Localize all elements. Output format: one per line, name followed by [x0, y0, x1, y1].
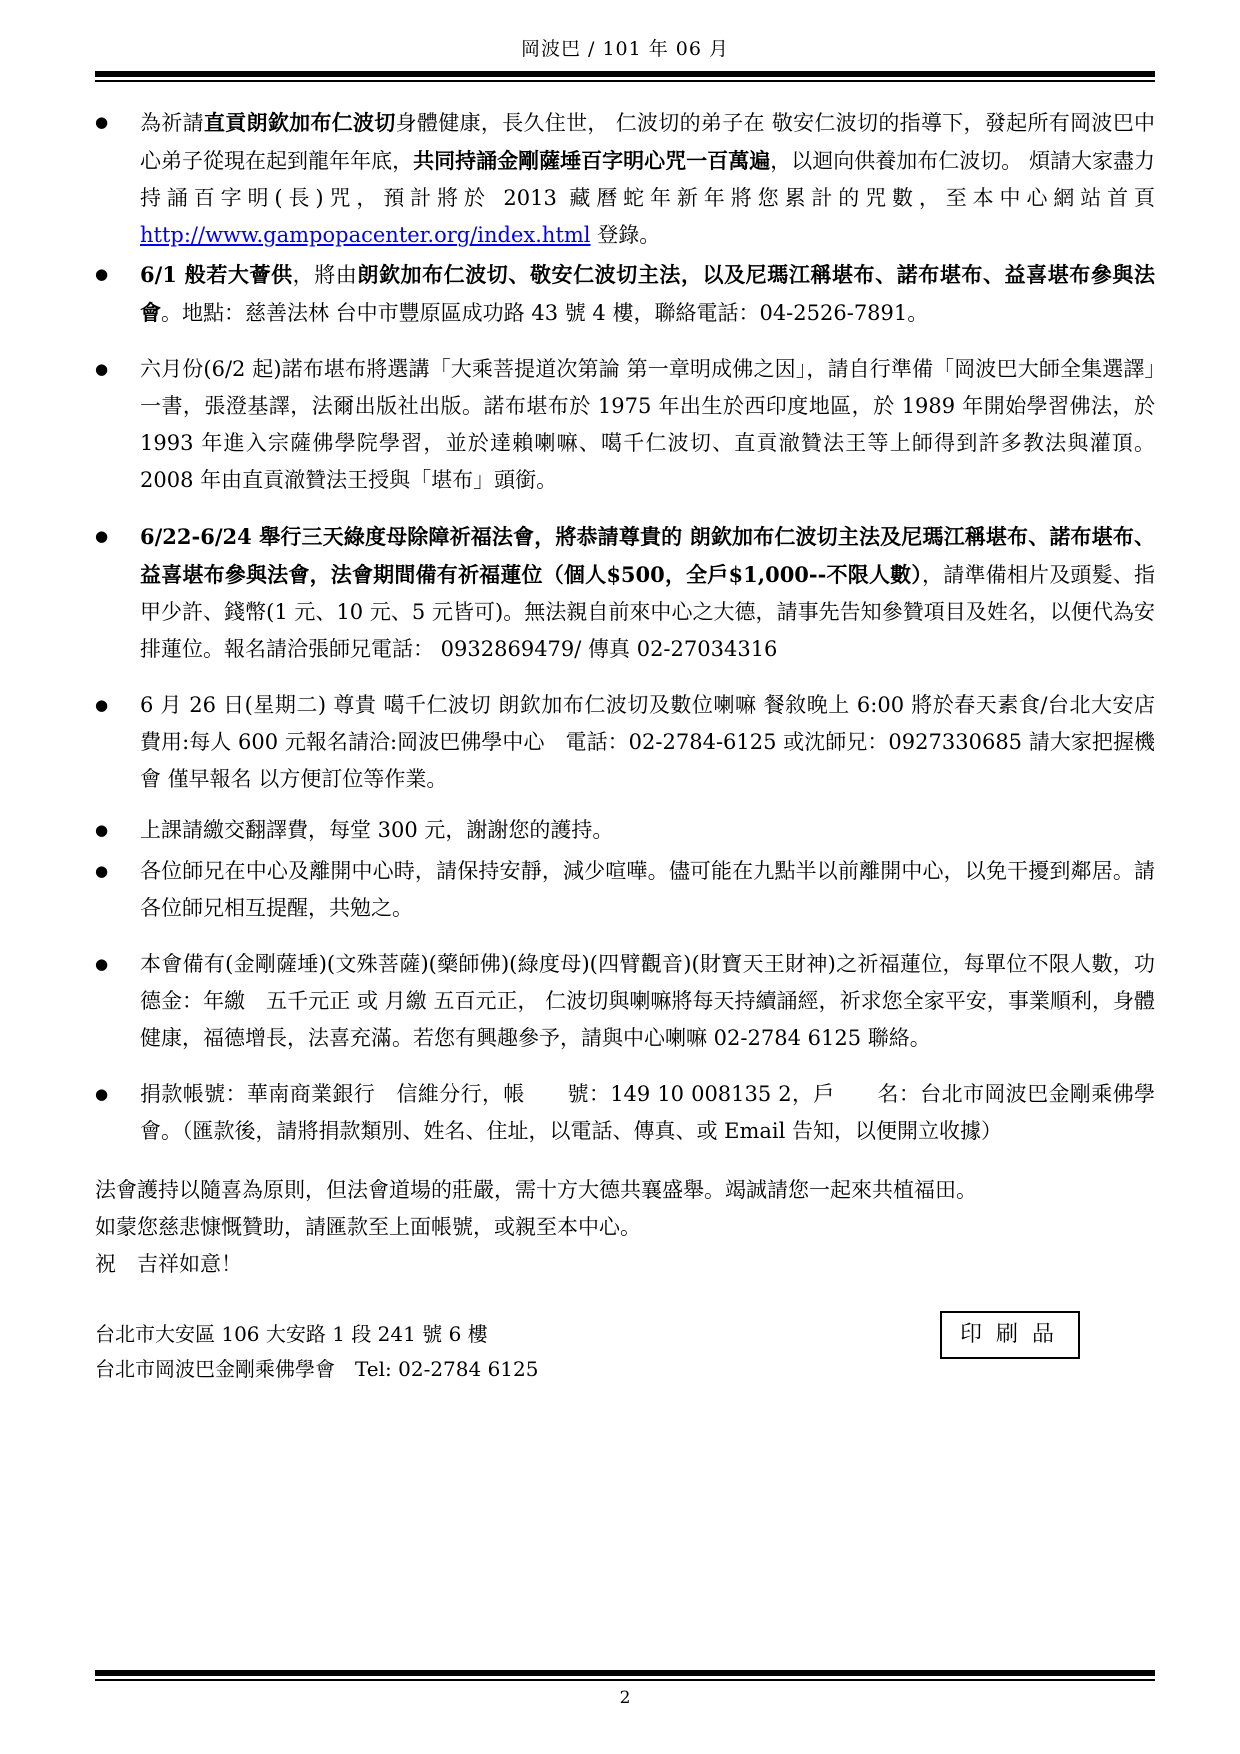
bullet-text-segment: 為祈請 [140, 111, 204, 135]
bullet-text-segment: 上課請繳交翻譯費，每堂 300 元，謝謝您的護持。 [140, 818, 614, 842]
bullet-text-bold-segment: 直貢朗欽加布仁波切 [203, 110, 396, 135]
page-body [0, 82, 1240, 1387]
bullet-text-segment: 各位師兄在中心及離開中心時，請保持安靜，減少喧嘩。儘可能在九點半以前離開中心，以免干擾到鄰居。請各位師兄相互提醒，共勉之。 [140, 859, 1155, 920]
bullet-marker-icon: ● [95, 360, 109, 378]
gampopa-website-link[interactable]: http://www.gampopacenter.org/index.html [140, 223, 591, 247]
bullet-text [140, 351, 1155, 499]
center-address-block [95, 1317, 538, 1387]
bullet-text-segment: 登錄。 [590, 223, 661, 247]
bullet-item [95, 812, 1155, 849]
bullet-text [140, 1076, 1155, 1150]
bullet-item [95, 946, 1155, 1057]
bullet-item [95, 853, 1155, 927]
page-number: 2 [619, 1688, 631, 1708]
bullet-item [95, 1076, 1155, 1150]
bullet-item [95, 351, 1155, 499]
closing-line: 祝 吉祥如意！ [95, 1252, 242, 1276]
bullet-item [95, 518, 1155, 668]
printed-matter-stamp-label: 印刷品 [959, 1322, 1068, 1347]
bullet-text-bold-segment: 6/22-6/24 舉行三天綠度母除障祈福法會，將恭請尊貴的 朗欽加布仁波切主法及尼瑪江稱堪布、諾布堪布、益喜堪布參與法會，法會期間備有祈福蓮位（個人$500，全戶$1,000--不限人數） [140, 524, 1155, 587]
bullet-text [140, 946, 1155, 1057]
bullet-text [140, 687, 1155, 798]
page-footer [95, 1661, 1155, 1708]
bullet-text-bold-segment: 共同持誦金剛薩埵百字明心咒一百萬遍 [413, 148, 771, 173]
bullet-item [95, 104, 1155, 254]
closing-line: 如蒙您慈悲慷慨贊助，請匯款至上面帳號，或親至本中心。 [95, 1215, 641, 1239]
bullet-text-segment: 身體健康，長久住世， 仁波切的弟子在 敬安仁波切的指導下，發起所有岡波巴中心弟子從現在起到龍年年底， [140, 111, 1155, 173]
bullet-text-segment: ，請準備相片及頭髮、指甲少許、錢幣(1 元、10 元、5 元皆可)。無法親自前來中心之大德，請事先告知參贊項目及姓名，以便代為安排蓮位。報名請洽張師兄電話： 0932869479/ 傳真 02-27034316 [140, 563, 1156, 661]
bullet-marker-icon: ● [95, 821, 109, 839]
bullet-marker-icon: ● [95, 113, 109, 131]
bullet-text [140, 518, 1155, 668]
bullet-text-segment: 6 月 26 日(星期二) 尊貴 噶千仁波切 朗欽加布仁波切及數位喇嘛 餐敘晚上 6:00 將於春天素食/台北大安店 費用:每人 600 元報名請洽:岡波巴佛學中心 電話：02-2784-6125 或沈師兄：0927330685 請大家把握機會 僅早報名 以方便訂位等作業。 [140, 693, 1155, 791]
address-and-stamp-row [95, 1317, 1155, 1387]
bullet-text [140, 104, 1155, 254]
bullet-text [140, 256, 1155, 332]
bullet-text-segment: 六月份(6/2 起)諾布堪布將選講「大乘菩提道次第論 第一章明成佛之因」，請自行準備「岡波巴大師全集選譯」一書，張澄基譯，法爾出版社出版。諾布堪布於 1975 年出生於西印度地區，於 1989 年開始學習佛法，於 1993 年進入宗薩佛學院學習，並於達賴喇嘛、噶千仁波切、直貢澈贊法王等上師得到許多教法與灌頂。2008 年由直貢澈贊法王授與「堪布」頭銜。 [140, 357, 1155, 492]
bullet-text-segment: ，以迴向供養加布仁波切。 煩請大家盡力持誦百字明(長)咒，預計將於 2013 藏曆蛇年新年將您累計的咒數，至本中心網站首頁 [140, 149, 1155, 210]
printed-matter-stamp [940, 1311, 1080, 1359]
bullet-text-segment: 捐款帳號：華南商業銀行 信維分行，帳 號：149 10 008135 2，戶 名：台北市岡波巴金剛乘佛學會。（匯款後，請將捐款類別、姓名、住址，以電話、傳真、或 Email 告知，以便開立收據） [140, 1082, 1155, 1143]
page-header-title: 岡波巴 / 101 年 06 月 [520, 38, 730, 60]
bullet-text-segment: 。地點：慈善法林 台中市豐原區成功路 43 號 4 樓，聯絡電話：04-2526-7891。 [161, 301, 929, 325]
bullet-marker-icon: ● [95, 862, 109, 880]
address-line-1: 台北市大安區 106 大安路 1 段 241 號 6 樓 [95, 1322, 488, 1346]
bullet-text-bold-segment: 6/1 般若大薈供 [140, 262, 293, 287]
bullet-text-segment: 本會備有(金剛薩埵)(文殊菩薩)(藥師佛)(綠度母)(四臂觀音)(財寶天王財神)之祈福蓮位，每單位不限人數，功德金：年繳 五千元正 或 月繳 五百元正， 仁波切與喇嘛將每天持續誦經，祈求您全家平安，事業順利，身體健康，福德增長，法喜充滿。若您有興趣參予，請與中心喇嘛 02-2784 6125 聯絡。 [140, 952, 1155, 1050]
closing-paragraphs [95, 1172, 1155, 1283]
address-line-2: 台北市岡波巴金剛乘佛學會 Tel: 02-2784 6125 [95, 1357, 539, 1381]
header-rule [95, 71, 1155, 82]
bullet-marker-icon: ● [95, 955, 109, 973]
footer-rule [95, 1670, 1155, 1681]
bullet-text [140, 812, 1155, 849]
bullet-marker-icon: ● [95, 696, 109, 714]
bullet-marker-icon: ● [95, 1085, 109, 1103]
bullet-marker-icon: ● [95, 527, 109, 545]
bullet-text-bold-segment: 朗欽加布仁波切、敬安仁波切主法，以及尼瑪江稱堪布、諾布堪布、益喜堪布參與法會 [140, 262, 1155, 325]
bullet-marker-icon: ● [95, 265, 109, 283]
page-header [0, 0, 1240, 82]
bullet-list [95, 104, 1155, 1150]
bullet-text-segment: ，將由 [292, 263, 358, 287]
bullet-text [140, 853, 1155, 927]
closing-line: 法會護持以隨喜為原則，但法會道場的莊嚴，需十方大德共襄盛舉。竭誠請您一起來共植福田。 [95, 1178, 977, 1202]
bullet-item [95, 256, 1155, 332]
bullet-item [95, 687, 1155, 798]
